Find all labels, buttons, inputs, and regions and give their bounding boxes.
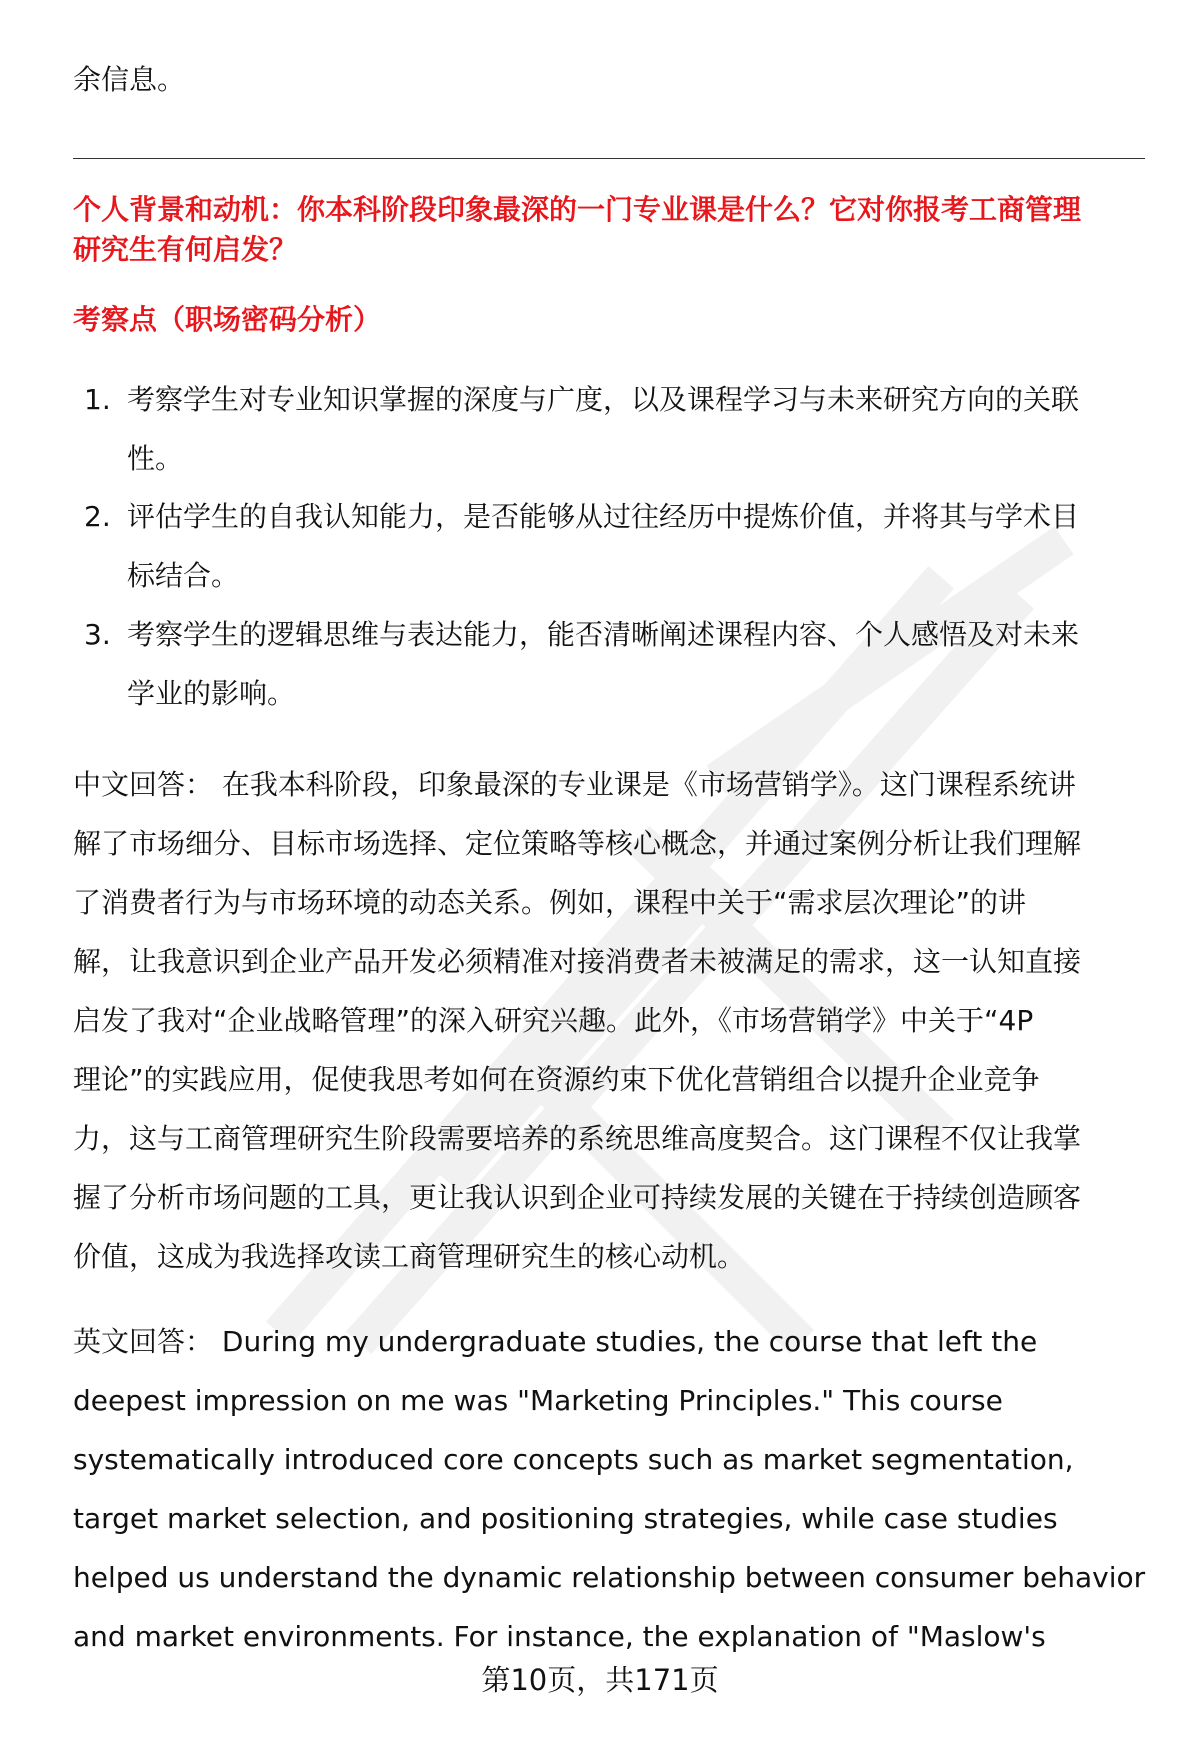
english-answer-line: helped us understand the dynamic relationship between consumer behavior <box>73 1561 1146 1594</box>
section-title: 考察点（职场密码分析） <box>73 303 382 336</box>
top-fragment: 余信息。 <box>73 63 186 96</box>
chinese-answer-line: 价值，这成为我选择攻读工商管理研究生的核心动机。 <box>73 1240 746 1273</box>
point-2-line-1: 评估学生的自我认知能力，是否能够从过往经历中提炼价值，并将其与学术目 <box>127 500 1080 533</box>
english-answer-line: systematically introduced core concepts such as market segmentation, <box>73 1443 1074 1476</box>
chinese-answer-line: 启发了我对“企业战略管理”的深入研究兴趣。此外，《市场营销学》中关于“4P <box>73 1004 1034 1037</box>
point-2-line-2: 标结合。 <box>127 559 240 592</box>
page-footer: 第10页，共171页 <box>481 1663 719 1697</box>
point-3-line-2: 学业的影响。 <box>127 677 296 710</box>
english-answer-line: deepest impression on me was "Marketing Principles." This course <box>73 1384 1003 1417</box>
english-answer-line: and market environments. For instance, the explanation of "Maslow's <box>73 1620 1046 1653</box>
point-number: 3. <box>84 618 111 651</box>
point-number: 1. <box>84 383 111 416</box>
english-answer-line: target market selection, and positioning strategies, while case studies <box>73 1502 1058 1535</box>
chinese-answer-line: 解了市场细分、目标市场选择、定位策略等核心概念，并通过案例分析让我们理解 <box>73 827 1082 860</box>
point-3-line-1: 考察学生的逻辑思维与表达能力，能否清晰阐述课程内容、个人感悟及对未来 <box>127 618 1080 651</box>
chinese-answer-line: 理论”的实践应用，促使我思考如何在资源约束下优化营销组合以提升企业竞争 <box>73 1063 1040 1096</box>
point-number: 2. <box>84 500 111 533</box>
chinese-answer-line: 中文回答： 在我本科阶段，印象最深的专业课是《市场营销学》。这门课程系统讲 <box>73 768 1076 801</box>
question-line-2: 研究生有何启发？ <box>73 233 298 266</box>
divider <box>73 158 1145 159</box>
question-line-1: 个人背景和动机：你本科阶段印象最深的一门专业课是什么？它对你报考工商管理 <box>73 193 1082 226</box>
point-1-line-2: 性。 <box>127 442 184 475</box>
chinese-answer-line: 了消费者行为与市场环境的动态关系。例如，课程中关于“需求层次理论”的讲 <box>73 886 1027 919</box>
english-answer-line: 英文回答： During my undergraduate studies, the course that left the <box>73 1325 1038 1358</box>
chinese-answer-line: 解，让我意识到企业产品开发必须精准对接消费者未被满足的需求，这一认知直接 <box>73 945 1082 978</box>
chinese-answer-line: 力，这与工商管理研究生阶段需要培养的系统思维高度契合。这门课程不仅让我掌 <box>73 1122 1082 1155</box>
chinese-answer-line: 握了分析市场问题的工具，更让我认识到企业可持续发展的关键在于持续创造顾客 <box>73 1181 1082 1214</box>
point-1-line-1: 考察学生对专业知识掌握的深度与广度，以及课程学习与未来研究方向的关联 <box>127 383 1080 416</box>
